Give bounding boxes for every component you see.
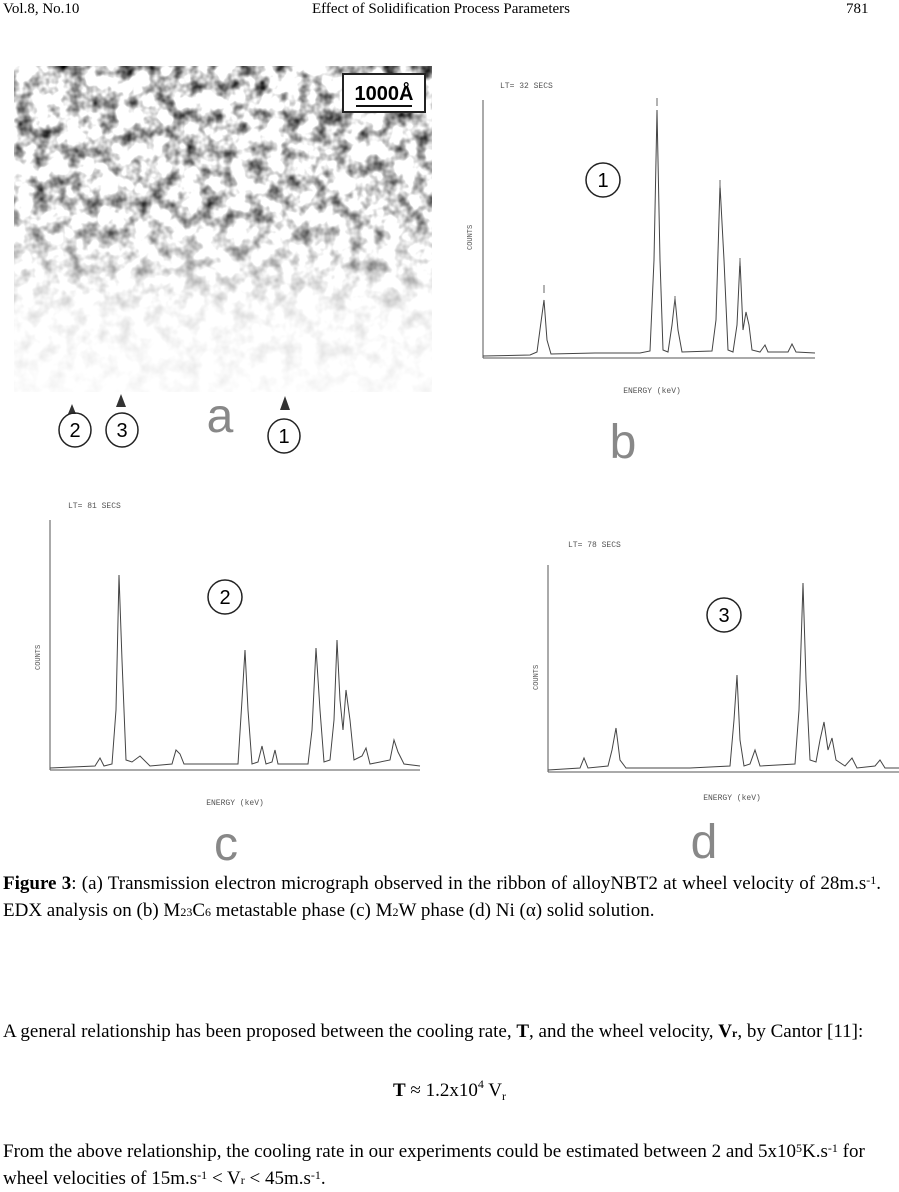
micrograph-panel-a: [14, 66, 432, 453]
conclusion-paragraph: From the above relationship, the cooling rate in our experiments could be estimated between 2 and $5x10^5K.s^{-1}$ for wheel velocities of $15m.s^{-1} < V_r < 45m.s^{-1}$.: [3, 1141, 865, 1189]
spectrum-panel-c: [35, 502, 420, 870]
journal-volume: Vol.8, No.10: [3, 1, 80, 17]
xlabel-b: ENERGY (keV): [623, 387, 681, 396]
scale-bar-label: 1000Å: [354, 83, 414, 105]
panel-letter-c: c: [214, 818, 238, 870]
live-time-b: LT= 32 SECS: [500, 82, 553, 91]
panel-letter-d: d: [690, 816, 718, 869]
xlabel-d: ENERGY (keV): [703, 794, 761, 803]
figure-caption: Figure 3: (a) Transmission electron micrograph observed in the ribbon of alloyNBT2 at wheel velocity of $28m.s^{-1}$. EDX analysis on (b) $M_{23}C_6$ metastable phase (c) $M_2W$ phase (d) Ni (α) solid solution.: [3, 873, 881, 921]
marker-d: 3: [718, 605, 730, 627]
marker-circles: [59, 413, 300, 453]
running-header: [0, 0, 899, 22]
pointer-arrows: [68, 394, 290, 414]
marker-c: 2: [219, 587, 231, 609]
spectrum-trace-c: [50, 575, 420, 768]
marker-b: 1: [597, 170, 609, 192]
spectrum-panel-b: [467, 82, 815, 469]
ylabel-d: COUNTS: [533, 664, 541, 690]
marker-label-1: 1: [278, 426, 290, 448]
running-title: Effect of Solidification Process Parameters: [312, 1, 570, 17]
peak-labels-b: [544, 98, 740, 304]
scale-bar: [343, 74, 425, 112]
spectrum-trace-b: [483, 110, 815, 356]
figure-label: Figure 3: [3, 873, 72, 894]
figure-3: [0, 60, 899, 870]
marker-label-3: 3: [116, 420, 128, 442]
xlabel-c: ENERGY (keV): [206, 799, 264, 808]
marker-label-2: 2: [69, 420, 81, 442]
relationship-paragraph: A general relationship has been proposed between the cooling rate, T, and the wheel velocity, $V_r$, by Cantor [11]:: [3, 1021, 864, 1042]
ylabel-c: COUNTS: [35, 644, 43, 670]
panel-letter-b: b: [609, 416, 637, 469]
live-time-c: LT= 81 SECS: [68, 502, 121, 511]
page-number: 781: [846, 1, 869, 17]
ylabel-b: COUNTS: [467, 224, 475, 250]
cooling-rate-equation: $T \approx 1.2x10^4$ $V_r$: [392, 1077, 506, 1103]
panel-letter-a: a: [206, 390, 234, 443]
live-time-d: LT= 78 SECS: [568, 541, 621, 550]
spectrum-panel-d: [533, 541, 899, 869]
